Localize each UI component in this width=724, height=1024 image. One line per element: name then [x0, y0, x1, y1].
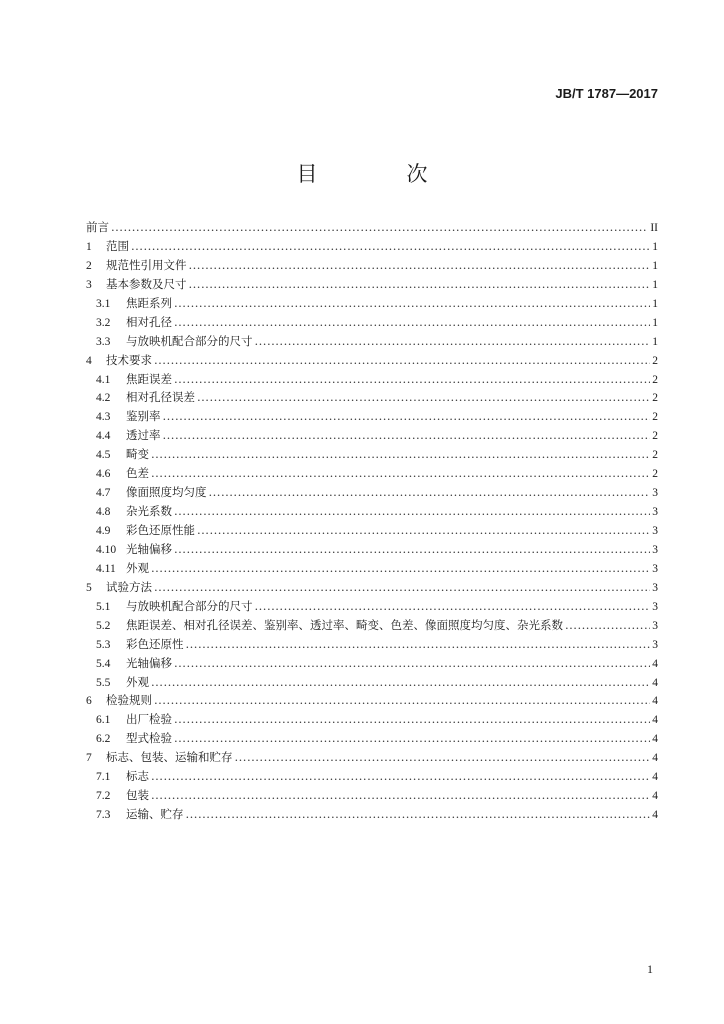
toc-entry-title: 前言 — [86, 220, 109, 234]
toc-entry-title: 试验方法 — [106, 579, 152, 594]
table-of-contents — [86, 219, 658, 825]
toc-entry-number: 5.3 — [96, 638, 111, 651]
dot-leader — [131, 239, 650, 253]
toc-entry-title: 标志、包装、运输和贮存 — [106, 750, 233, 765]
dot-leader — [174, 296, 650, 310]
toc-entry[interactable] — [86, 408, 658, 427]
toc-entry-title: 外观 — [126, 674, 149, 689]
toc-entry[interactable] — [86, 749, 658, 768]
toc-entry-page: 4 — [652, 771, 658, 784]
toc-entry-page: 1 — [652, 297, 658, 310]
toc-entry-number: 4.8 — [96, 506, 111, 519]
toc-entry[interactable] — [86, 598, 658, 617]
toc-entry[interactable] — [86, 314, 658, 333]
toc-entry[interactable] — [86, 238, 658, 257]
toc-entry-page: 3 — [652, 525, 658, 537]
dot-leader — [111, 220, 648, 234]
dot-leader — [163, 409, 651, 423]
toc-entry[interactable] — [86, 560, 658, 579]
toc-entry-number: 6 — [86, 695, 92, 708]
toc-entry-title: 相对孔径误差 — [126, 390, 195, 405]
toc-entry-title: 出厂检验 — [126, 712, 172, 727]
toc-entry[interactable] — [86, 219, 658, 238]
toc-entry[interactable] — [86, 711, 658, 730]
dot-leader — [174, 731, 650, 745]
toc-entry-number: 5 — [86, 581, 92, 594]
toc-entry-page: 4 — [652, 809, 658, 822]
toc-entry[interactable] — [86, 730, 658, 749]
toc-entry-page: 1 — [652, 278, 658, 291]
toc-entry-page: 1 — [652, 259, 658, 272]
toc-entry-number: 1 — [86, 240, 92, 253]
toc-entry-title: 运输、贮存 — [126, 807, 184, 822]
toc-entry[interactable] — [86, 333, 658, 352]
toc-entry-title: 焦距误差 — [126, 371, 172, 386]
toc-entry-page: 3 — [652, 562, 658, 575]
toc-entry-page: 3 — [652, 487, 658, 500]
toc-entry[interactable] — [86, 446, 658, 465]
toc-entry-title: 焦距误差、相对孔径误差、鉴别率、透过率、畸变、色差、像面照度均匀度、杂光系数 — [126, 617, 563, 632]
toc-entry-number: 5.4 — [96, 657, 111, 670]
toc-entry[interactable] — [86, 352, 658, 371]
dot-leader — [209, 485, 651, 499]
toc-entry-title: 像面照度均匀度 — [126, 485, 207, 500]
toc-entry-page: 2 — [652, 373, 658, 386]
toc-entry-page: 4 — [652, 714, 658, 727]
toc-entry-title: 与放映机配合部分的尺寸 — [126, 598, 253, 613]
toc-entry-page: 2 — [652, 468, 658, 481]
toc-entry-title: 透过率 — [126, 428, 161, 443]
toc-entry-number: 4.2 — [96, 392, 111, 405]
dot-leader — [151, 466, 650, 480]
toc-entry-number: 3.3 — [96, 335, 111, 348]
toc-entry[interactable] — [86, 768, 658, 787]
dot-leader — [151, 769, 650, 783]
toc-entry-title: 光轴偏移 — [126, 541, 172, 556]
toc-entry-page: 1 — [652, 335, 658, 348]
toc-entry-page: 3 — [652, 619, 658, 632]
toc-entry[interactable] — [86, 257, 658, 276]
toc-entry-number: 4 — [86, 354, 92, 367]
dot-leader — [174, 656, 650, 670]
toc-entry-page: 2 — [652, 411, 658, 424]
toc-entry-page: 1 — [652, 316, 658, 329]
toc-entry-number: 6.2 — [96, 733, 111, 746]
toc-entry[interactable] — [86, 579, 658, 598]
toc-entry-title: 畸变 — [126, 447, 149, 462]
toc-entry-page: 4 — [652, 695, 658, 708]
toc-entry-page: 4 — [652, 790, 658, 803]
dot-leader — [154, 693, 650, 707]
toc-entry[interactable] — [86, 692, 658, 711]
dot-leader — [151, 675, 650, 689]
toc-entry-page: 4 — [652, 657, 658, 670]
dot-leader — [174, 372, 650, 386]
page-title: 目 次 — [296, 162, 462, 186]
toc-entry-number: 4.1 — [96, 373, 111, 386]
dot-leader — [255, 599, 651, 613]
dot-leader — [255, 334, 651, 348]
toc-entry[interactable] — [86, 295, 658, 314]
dot-leader — [174, 504, 650, 518]
toc-entry-title: 标志 — [126, 769, 149, 784]
toc-entry-title: 鉴别率 — [126, 409, 161, 424]
toc-entry-title: 外观 — [126, 560, 149, 575]
toc-entry-title: 彩色还原性 — [126, 636, 184, 651]
toc-entry[interactable] — [86, 541, 658, 560]
toc-entry[interactable] — [86, 484, 658, 503]
toc-entry-title: 技术要求 — [106, 352, 152, 367]
dot-leader — [189, 277, 651, 291]
toc-entry[interactable] — [86, 806, 658, 825]
toc-entry-page: 3 — [652, 506, 658, 519]
dot-leader — [174, 712, 650, 726]
toc-entry-number: 4.11 — [96, 562, 116, 575]
toc-entry-title: 包装 — [126, 788, 149, 803]
toc-entry-number: 4.4 — [96, 430, 111, 443]
toc-entry-page: 3 — [652, 581, 658, 594]
toc-entry-page: II — [650, 222, 658, 234]
toc-entry-title: 相对孔径 — [126, 314, 172, 329]
dot-leader — [197, 390, 650, 404]
toc-entry-page: 2 — [652, 449, 658, 462]
toc-entry-number: 5.5 — [96, 676, 111, 689]
toc-entry-page: 4 — [652, 733, 658, 746]
toc-entry-title: 焦距系列 — [126, 295, 172, 310]
toc-entry-page: 2 — [652, 430, 658, 443]
toc-entry-number: 5.1 — [96, 600, 111, 613]
dot-leader — [154, 580, 650, 594]
toc-entry-number: 2 — [86, 259, 92, 272]
page-number: 1 — [647, 962, 653, 976]
toc-entry-number: 3.2 — [96, 316, 111, 329]
toc-entry-number: 4.6 — [96, 468, 111, 481]
dot-leader — [154, 353, 650, 367]
toc-entry[interactable] — [86, 503, 658, 522]
toc-entry[interactable] — [86, 636, 658, 655]
toc-entry-number: 3.1 — [96, 297, 111, 310]
toc-entry-page: 4 — [652, 676, 658, 689]
dot-leader — [189, 258, 651, 272]
standard-number: JB/T 1787—2017 — [555, 86, 658, 101]
dot-leader — [235, 750, 651, 764]
toc-entry[interactable] — [86, 522, 658, 541]
toc-entry-page: 2 — [652, 354, 658, 367]
toc-entry-page: 3 — [652, 638, 658, 651]
toc-entry-page: 3 — [652, 600, 658, 613]
dot-leader — [174, 542, 650, 556]
toc-entry-page: 4 — [652, 752, 658, 765]
dot-leader — [186, 807, 651, 821]
toc-entry-title: 彩色还原性能 — [126, 523, 195, 537]
toc-entry-title: 色差 — [126, 466, 149, 481]
toc-entry-title: 检验规则 — [106, 693, 152, 708]
toc-entry-title: 规范性引用文件 — [106, 257, 187, 272]
toc-entry-number: 7 — [86, 752, 92, 765]
toc-entry-title: 基本参数及尺寸 — [106, 276, 187, 291]
dot-leader — [565, 618, 650, 632]
dot-leader — [174, 315, 650, 329]
toc-entry-number: 7.2 — [96, 790, 111, 803]
toc-entry-number: 4.3 — [96, 411, 111, 424]
toc-entry[interactable] — [86, 787, 658, 806]
toc-entry-page: 3 — [652, 543, 658, 556]
toc-entry-title: 杂光系数 — [126, 504, 172, 519]
toc-entry-title: 与放映机配合部分的尺寸 — [126, 333, 253, 348]
toc-entry-page: 2 — [652, 392, 658, 405]
toc-entry-number: 3 — [86, 278, 92, 291]
toc-entry-number: 6.1 — [96, 714, 111, 727]
toc-entry[interactable] — [86, 465, 658, 484]
toc-entry-number: 4.9 — [96, 525, 111, 537]
toc-entry-number: 4.5 — [96, 449, 111, 462]
toc-entry[interactable] — [86, 655, 658, 674]
toc-entry-number: 7.3 — [96, 809, 111, 822]
toc-entry-title: 型式检验 — [126, 731, 172, 746]
toc-entry[interactable] — [86, 276, 658, 295]
toc-entry[interactable] — [86, 674, 658, 693]
dot-leader — [151, 447, 650, 461]
dot-leader — [151, 561, 650, 575]
toc-entry-number: 7.1 — [96, 771, 111, 784]
toc-entry[interactable] — [86, 389, 658, 408]
toc-entry-number: 5.2 — [96, 619, 111, 632]
toc-entry-title: 范围 — [106, 238, 129, 253]
toc-entry-number: 4.10 — [96, 543, 117, 556]
toc-entry-number: 4.7 — [96, 487, 111, 500]
dot-leader — [163, 428, 651, 442]
toc-entry[interactable] — [86, 617, 658, 636]
dot-leader — [186, 637, 651, 651]
toc-entry[interactable] — [86, 427, 658, 446]
toc-entry[interactable] — [86, 371, 658, 390]
dot-leader — [197, 523, 650, 537]
toc-entry-page: 1 — [652, 240, 658, 253]
toc-entry-title: 光轴偏移 — [126, 655, 172, 670]
dot-leader — [151, 788, 650, 802]
